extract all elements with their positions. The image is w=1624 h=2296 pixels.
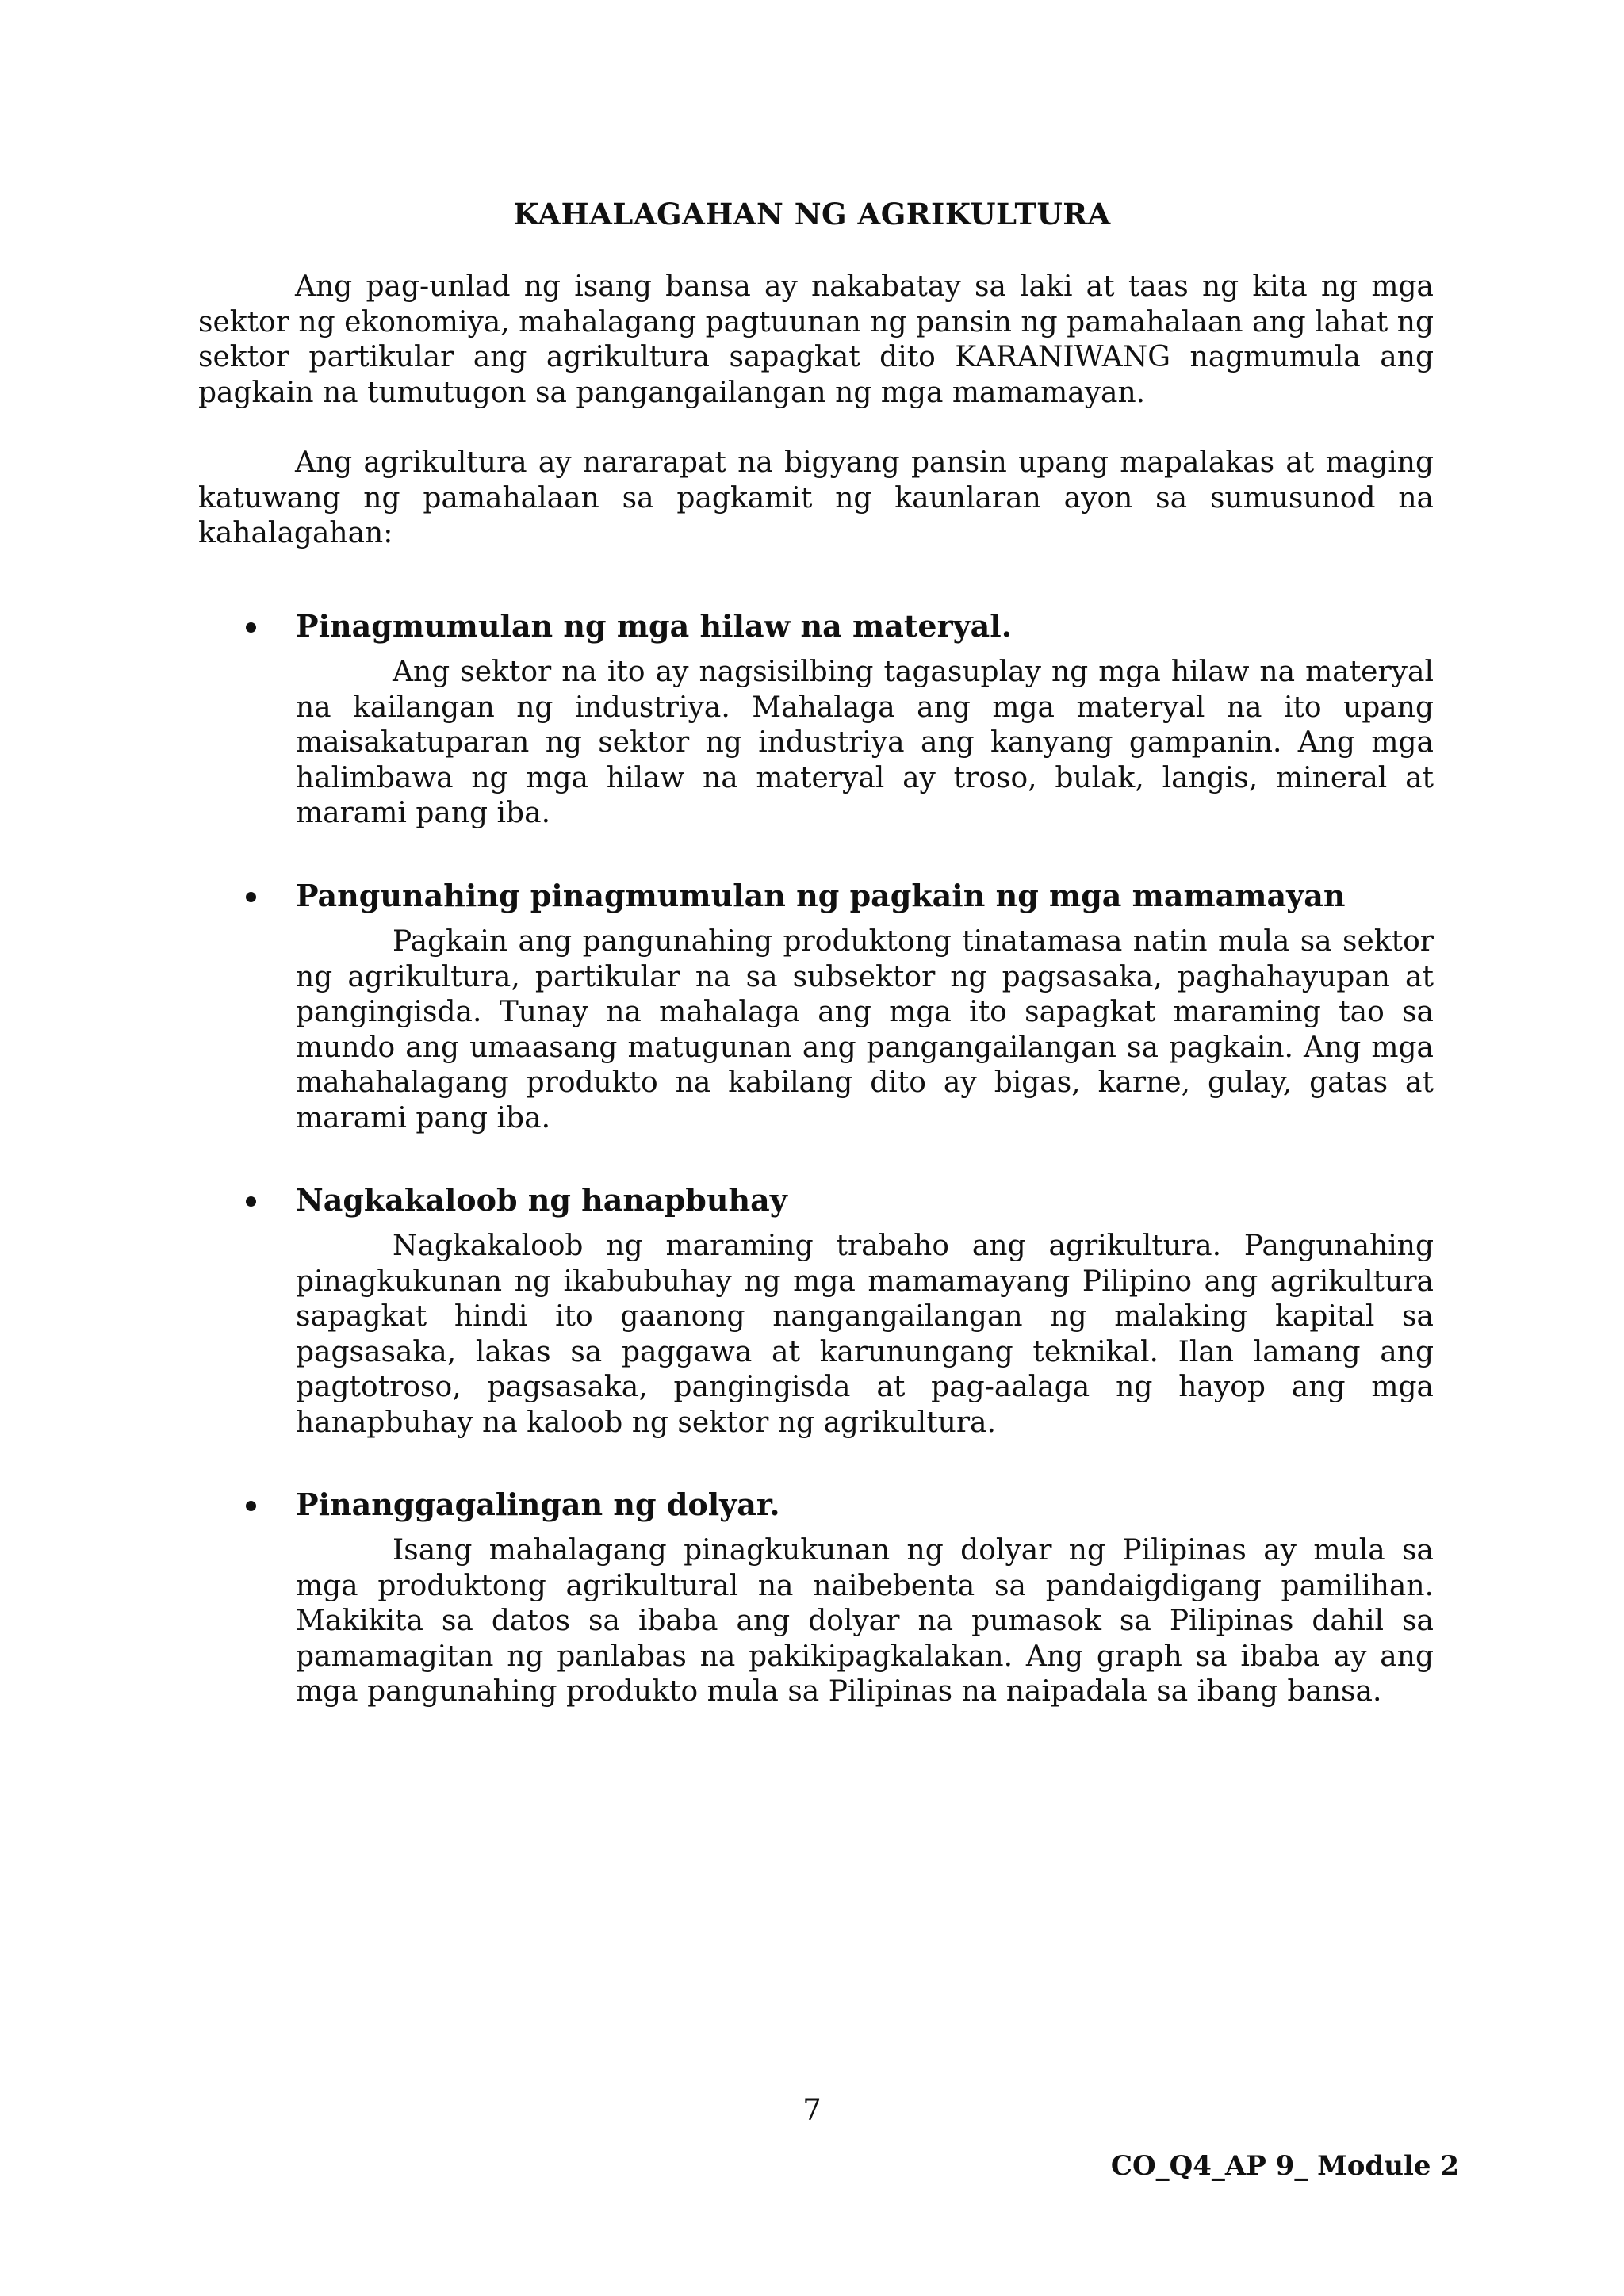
section-dollar-source bbox=[238, 1486, 1434, 1710]
section-heading-text: Nagkakaloob ng hanapbuhay bbox=[296, 1182, 787, 1218]
section-heading-text: Pinanggagalingan ng dolyar. bbox=[296, 1487, 780, 1522]
section-body: Ang sektor na ito ay nagsisilbing tagasuplay ng mga hilaw na materyal na kailangan ng industriya. Mahalaga ang mga materyal na ito upang maisakatuparan ng sektor ng industriya ang kanyang gampanin. Ang mga halimbawa ng mga hilaw na materyal ay troso, bulak, langis, mineral at marami pang iba. bbox=[296, 656, 1434, 829]
section-body: Isang mahalagang pinagkukunan ng dolyar ng Pilipinas ay mula sa mga produktong agrikultural na naibebenta sa pandaigdigang pamilihan. Makikita sa datos sa ibaba ang dolyar na pumasok sa Pilipinas dahil sa pamamagitan ng panlabas na pakikipagkalakan. Ang graph sa ibaba ay ang mga pangunahing produkto mula sa Pilipinas na naipadala sa ibang bansa. bbox=[296, 1534, 1434, 1708]
section-food-source bbox=[238, 877, 1434, 1136]
page-title: KAHALAGAHAN NG AGRIKULTURA bbox=[513, 197, 1111, 232]
section-heading bbox=[238, 1486, 1434, 1524]
section-heading bbox=[238, 1181, 1434, 1219]
bullet-icon bbox=[246, 1196, 256, 1207]
section-body: Pagkain ang pangunahing produktong tinatamasa natin mula sa sektor ng agrikultura, partikular na sa subsektor ng pagsasaka, paghahayupan at pangingisda. Tunay na mahalaga ang mga ito sapagkat maraming tao sa mundo ang umaasang matugunan ang pangangailangan sa pagkain. Ang mga mahahalagang produkto na kabilang dito ay bigas, karne, gulay, gatas at marami pang iba. bbox=[296, 925, 1434, 1135]
section-livelihood bbox=[238, 1181, 1434, 1441]
section-heading bbox=[238, 607, 1434, 645]
intro-paragraph: Ang pag-unlad ng isang bansa ay nakabatay sa laki at taas ng kita ng mga sektor ng ekonomiya, mahalagang pagtuunan ng pansin ng pamahalaan ang lahat ng sektor partikular ang agrikultura sapagkat dito KARANIWANG nagmumula ang pagkain na tumutugon sa pangangailangan ng mga mamamayan. bbox=[198, 270, 1434, 409]
page-number: 7 bbox=[802, 2093, 822, 2127]
section-body: Nagkakaloob ng maraming trabaho ang agrikultura. Pangunahing pinagkukunan ng ikabubuhay ng mga mamamayang Pilipino ang agrikultura sapagkat hindi ito gaanong nangangailangan ng malaking kapital sa pagsasaka, lakas sa paggawa at karunungang teknikal. Ilan lamang ang pagtotroso, pagsasaka, pangingisda at pag-aalaga ng hayop ang mga hanapbuhay na kaloob ng sektor ng agrikultura. bbox=[296, 1230, 1434, 1439]
bullet-icon bbox=[246, 892, 256, 902]
bullet-icon bbox=[246, 1501, 256, 1511]
intro-paragraph-2: Ang agrikultura ay nararapat na bigyang pansin upang mapalakas at maging katuwang ng pamahalaan sa pagkamit ng kaunlaran ayon sa sumusunod na kahalagahan: bbox=[198, 446, 1434, 549]
section-raw-materials bbox=[238, 607, 1434, 832]
section-heading bbox=[238, 877, 1434, 915]
bullet-icon bbox=[246, 622, 256, 633]
module-code: CO_Q4_AP 9_ Module 2 bbox=[1110, 2150, 1459, 2182]
section-heading-text: Pinagmumulan ng mga hilaw na materyal. bbox=[296, 608, 1012, 644]
section-heading-text: Pangunahing pinagmumulan ng pagkain ng mga mamamayan bbox=[296, 878, 1346, 913]
